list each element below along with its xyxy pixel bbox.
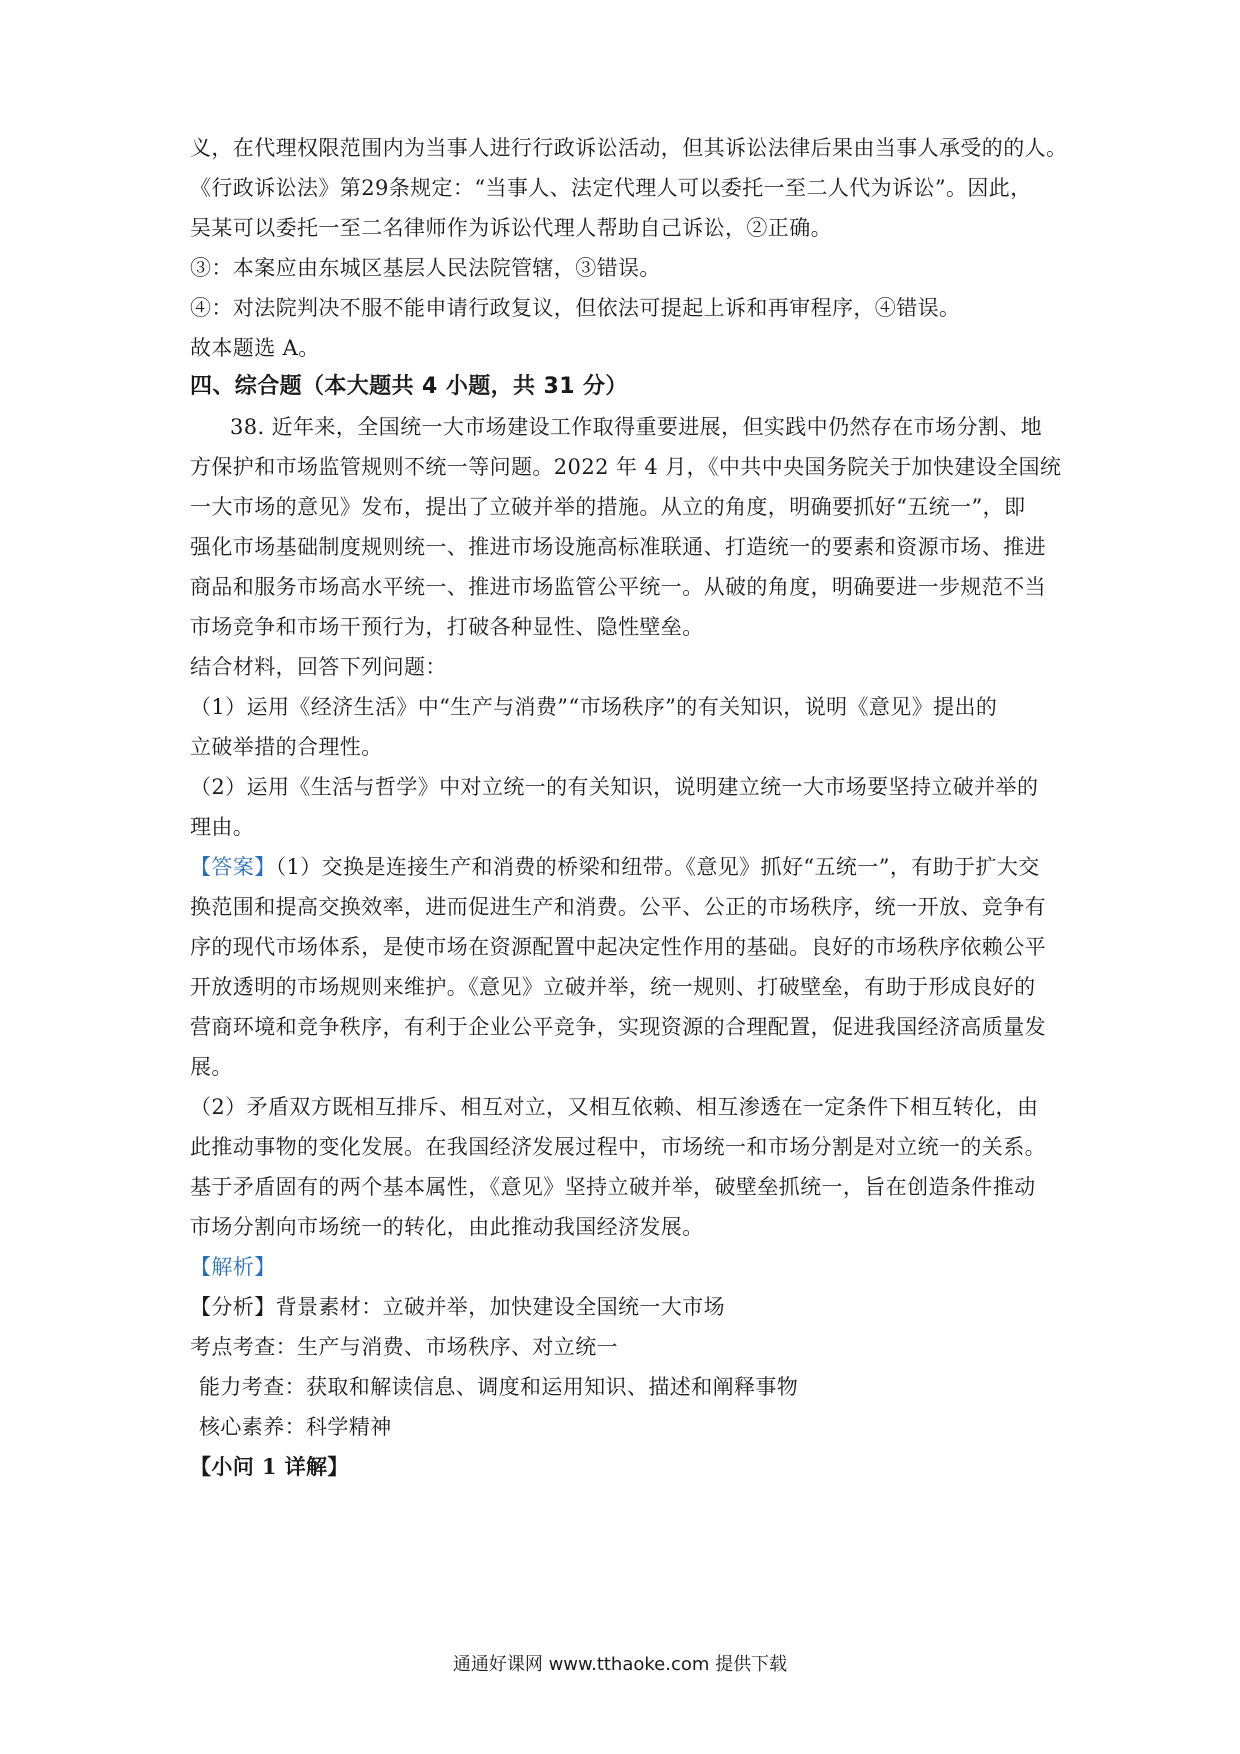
text-line: 《行政诉讼法》第29条规定：“当事人、法定代理人可以委托一至二人代为诉讼”。因此， xyxy=(190,176,1032,200)
question-line: 市场竞争和市场干预行为，打破各种显性、隐性壁垒。 xyxy=(190,615,704,639)
sub-question-2: （2）运用《生活与哲学》中对立统一的有关知识，说明建立统一大市场要坚持立破并举的 xyxy=(190,775,1039,799)
text-line: 义，在代理权限范围内为当事人进行行政诉讼活动，但其诉讼法律后果由当事人承受的的人。 xyxy=(190,136,1068,160)
text-line: ④：对法院判决不服不能申请行政复议，但依法可提起上诉和再审程序，④错误。 xyxy=(190,296,961,320)
answer-line: 开放透明的市场规则来维护。《意见》立破并举，统一规则、打破壁垒，有助于形成良好的 xyxy=(190,975,1036,999)
answer-line: 展。 xyxy=(190,1055,233,1079)
answer-tag: 【答案】 xyxy=(190,855,276,879)
answer-line: 基于矛盾固有的两个基本属性，《意见》坚持立破并举，破壁垒抓统一，旨在创造条件推动 xyxy=(190,1175,1036,1199)
answer-line: 市场分割向市场统一的转化，由此推动我国经济发展。 xyxy=(190,1215,704,1239)
page-footer: 通通好课网 www.tthaoke.com 提供下载 xyxy=(452,1654,788,1675)
question-line: 一大市场的意见》发布，提出了立破并举的措施。从立的角度，明确要抓好“五统一”，即 xyxy=(190,495,1026,519)
question-line: 商品和服务市场高水平统一、推进市场监管公平统一。从破的角度，明确要进一步规范不当 xyxy=(190,575,1046,599)
answer-line: 换范围和提高交换效率，进而促进生产和消费。公平、公正的市场秩序，统一开放、竞争有 xyxy=(190,895,1046,919)
question-line: 强化市场基础制度规则统一、推进市场设施高标准联通、打造统一的要素和资源市场、推进 xyxy=(190,535,1046,559)
answer-line: 序的现代市场体系，是使市场在资源配置中起决定性作用的基础。良好的市场秩序依赖公平 xyxy=(190,935,1046,959)
analysis-tag: 【解析】 xyxy=(190,1255,276,1279)
text-line: 吴某可以委托一至二名律师作为诉讼代理人帮助自己诉讼，②正确。 xyxy=(190,216,832,240)
question-prompt: 结合材料，回答下列问题： xyxy=(190,655,447,679)
analysis-line: 核心素养：科学精神 xyxy=(199,1415,392,1439)
text-line: 故本题选 A。 xyxy=(190,336,320,360)
answer-line: （2）矛盾双方既相互排斥、相互对立，又相互依赖、相互渗透在一定条件下相互转化，由 xyxy=(190,1095,1039,1119)
answer-text: （1）交换是连接生产和消费的桥梁和纽带。《意见》抓好“五统一”，有助于扩大交 xyxy=(275,855,1040,879)
section-heading: 四、综合题（本大题共 4 小题，共 31 分） xyxy=(190,374,628,399)
sub-question-2: 理由。 xyxy=(190,815,255,839)
analysis-line: 考点考查：生产与消费、市场秩序、对立统一 xyxy=(190,1335,618,1359)
analysis-subheading: 【小问 1 详解】 xyxy=(190,1454,349,1479)
sub-question-1: 立破举措的合理性。 xyxy=(190,735,383,759)
sub-question-1: （1）运用《经济生活》中“生产与消费”“市场秩序”的有关知识，说明《意见》提出的 xyxy=(190,695,998,719)
analysis-line: 【分析】背景素材：立破并举，加快建设全国统一大市场 xyxy=(190,1295,725,1319)
question-line: 方保护和市场监管规则不统一等问题。2022 年 4 月，《中共中央国务院关于加快建设全国统 xyxy=(190,455,1062,479)
answer-line: 营商环境和竞争秩序，有利于企业公平竞争，实现资源的合理配置，促进我国经济高质量发 xyxy=(190,1015,1046,1039)
question-line: 38. 近年来，全国统一大市场建设工作取得重要进展，但实践中仍然存在市场分割、地 xyxy=(230,415,1043,439)
answer-line xyxy=(190,852,1040,882)
analysis-line: 能力考查：获取和解读信息、调度和运用知识、描述和阐释事物 xyxy=(199,1375,799,1399)
answer-line: 此推动事物的变化发展。在我国经济发展过程中，市场统一和市场分割是对立统一的关系。 xyxy=(190,1135,1046,1159)
text-line: ③：本案应由东城区基层人民法院管辖，③错误。 xyxy=(190,256,661,280)
